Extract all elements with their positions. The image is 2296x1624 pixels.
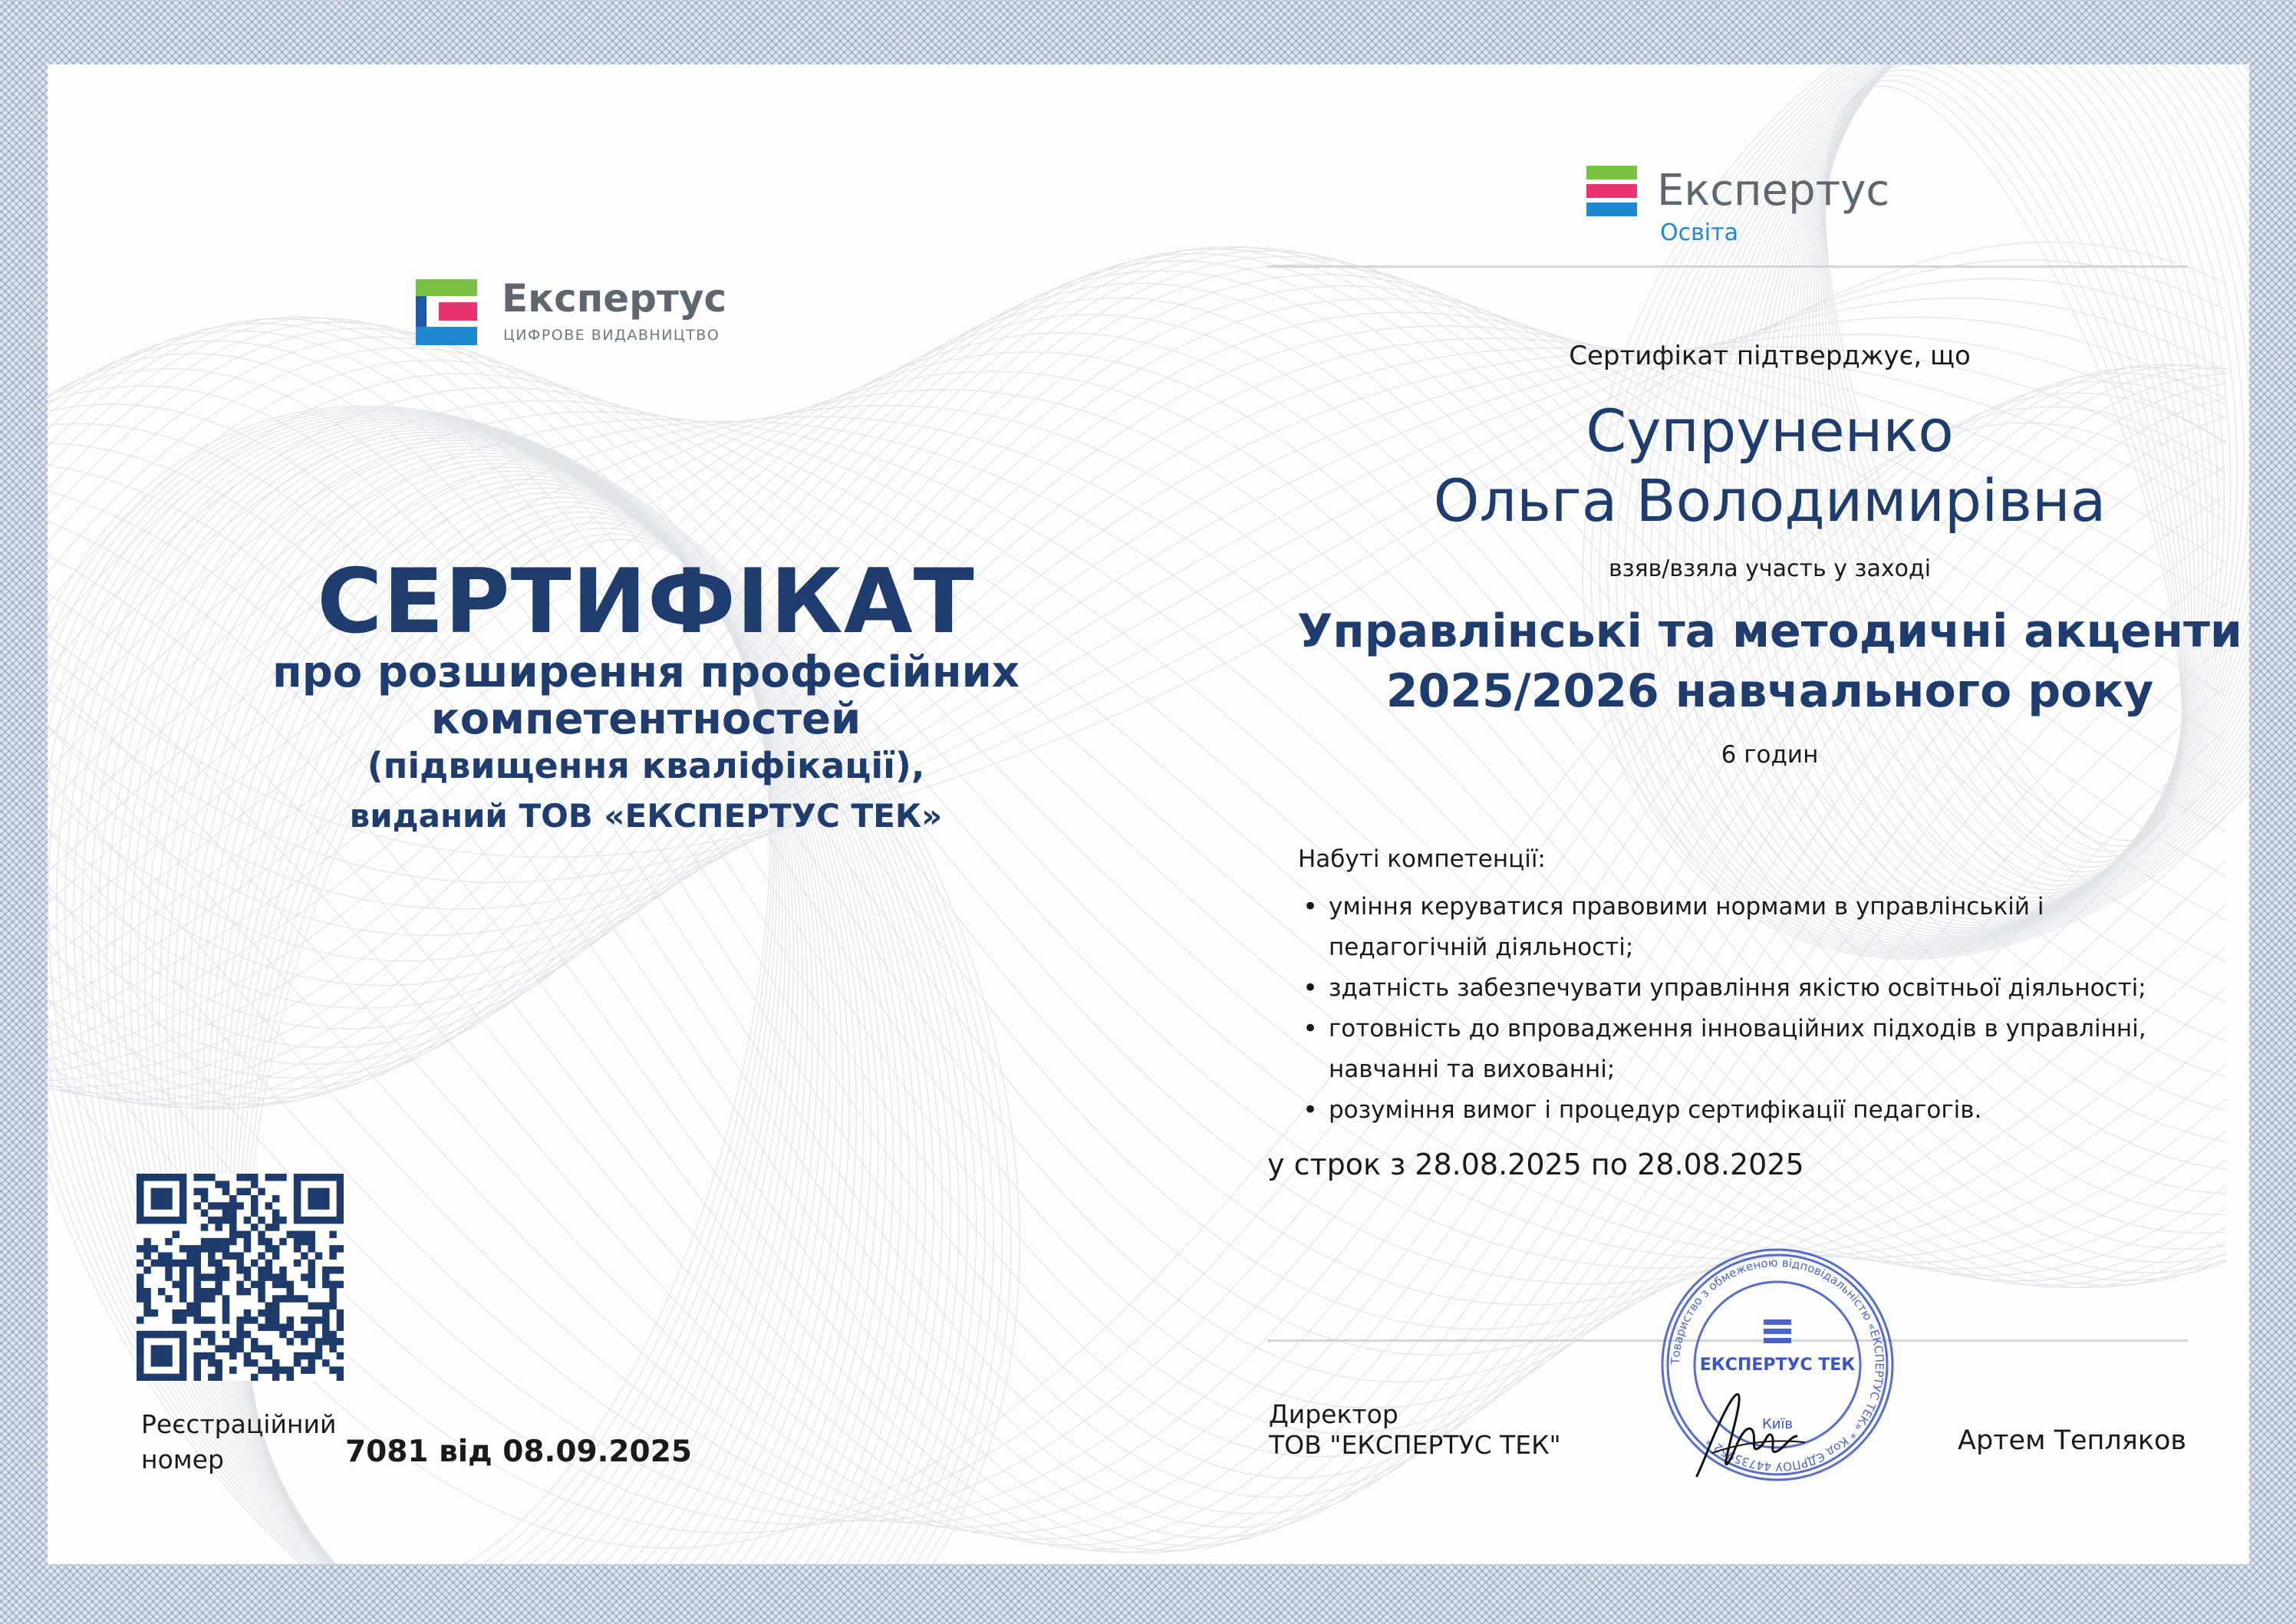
registration-number: 7081 від 08.09.2025 (345, 1435, 692, 1469)
director-title (1269, 1399, 1561, 1461)
logo-expertus-publishing (416, 276, 769, 356)
logo-mark-pink (439, 302, 477, 321)
registration-label-line2: номер (141, 1444, 224, 1474)
certificate-sheet (48, 64, 2249, 1564)
logo-stripe-green (1586, 166, 1637, 180)
stamp-city-text: Київ (1761, 1416, 1794, 1432)
stamp-outer-text: Товариство з обмеженою відповідальністю «ЕКСПЕРТУС ТЕК» * Код ЄДРПОУ 44735952 * (1668, 1255, 1887, 1474)
competency-item: • розуміння вимог і процедур сертифікації педагогів. (1298, 1090, 2180, 1131)
competency-item: • здатність забезпечувати управління якістю освітньої діяльності; (1298, 968, 2180, 1009)
event-title-line1: Управлінські та методичні акценти (1297, 604, 2242, 658)
certificate-title-block (163, 550, 1129, 837)
competency-item: • уміння керуватися правовими нормами в управлінській і педагогічній діяльності; (1298, 887, 2180, 968)
logo-brand-text: Експертус (502, 276, 727, 321)
stamp-center-text: ЕКСПЕРТУС ТЕК (1699, 1356, 1856, 1375)
director-title-line2: ТОВ "ЕКСПЕРТУС ТЕК" (1269, 1430, 1561, 1460)
participation-text: взяв/взяла участь у заході (1608, 555, 1932, 582)
event-period: у строк з 28.08.2025 по 28.08.2025 (1267, 1148, 1804, 1181)
certificate-issuer: виданий ТОВ «ЕКСПЕРТУС ТЕК» (349, 796, 943, 835)
event-title (1267, 601, 2249, 721)
logo-stripe-pink (1586, 184, 1637, 198)
logo-expertus-education (1586, 166, 1893, 258)
confirm-text: Сертифікат підтверджує, що (1569, 341, 1971, 371)
event-hours: 6 годин (1721, 741, 1819, 769)
competencies-list (1298, 887, 2180, 1131)
competencies-heading: Набуті компетенції: (1298, 845, 1546, 873)
logo-brand-text: Експертус (1657, 166, 1890, 216)
qr-code (137, 1174, 344, 1381)
director-title-line1: Директор (1269, 1399, 1398, 1429)
logo-tagline: ЦИФРОВЕ ВИДАВНИЦТВО (503, 327, 720, 344)
competency-item: • готовність до впровадження інноваційних підходів в управлінні, навчанні та вихованні; (1298, 1009, 2180, 1090)
certificate-subtitle-1: про розширення професійних (272, 647, 1020, 697)
certificate-title: СЕРТИФІКАТ (317, 550, 975, 654)
logo-sub-text: Освіта (1660, 219, 1738, 246)
certificate-subtitle-3: (підвищення кваліфікації), (367, 744, 925, 786)
registration-label-line1: Реєстраційний (141, 1409, 337, 1439)
event-title-line2: 2025/2026 навчального року (1385, 664, 2154, 718)
header-divider (1267, 265, 2188, 268)
director-signature (1682, 1369, 1820, 1484)
logo-mark-green (416, 279, 477, 296)
recipient-name (1267, 396, 2249, 535)
recipient-given-names: Ольга Володимирівна (1433, 466, 2107, 535)
certificate-subtitle-2: компетентностей (430, 694, 861, 745)
director-name: Артем Тепляков (1958, 1425, 2187, 1456)
logo-stripe-blue (1586, 203, 1637, 216)
recipient-surname: Супруненко (1586, 397, 1954, 465)
logo-mark-blue (416, 327, 477, 345)
registration-label (141, 1407, 336, 1477)
